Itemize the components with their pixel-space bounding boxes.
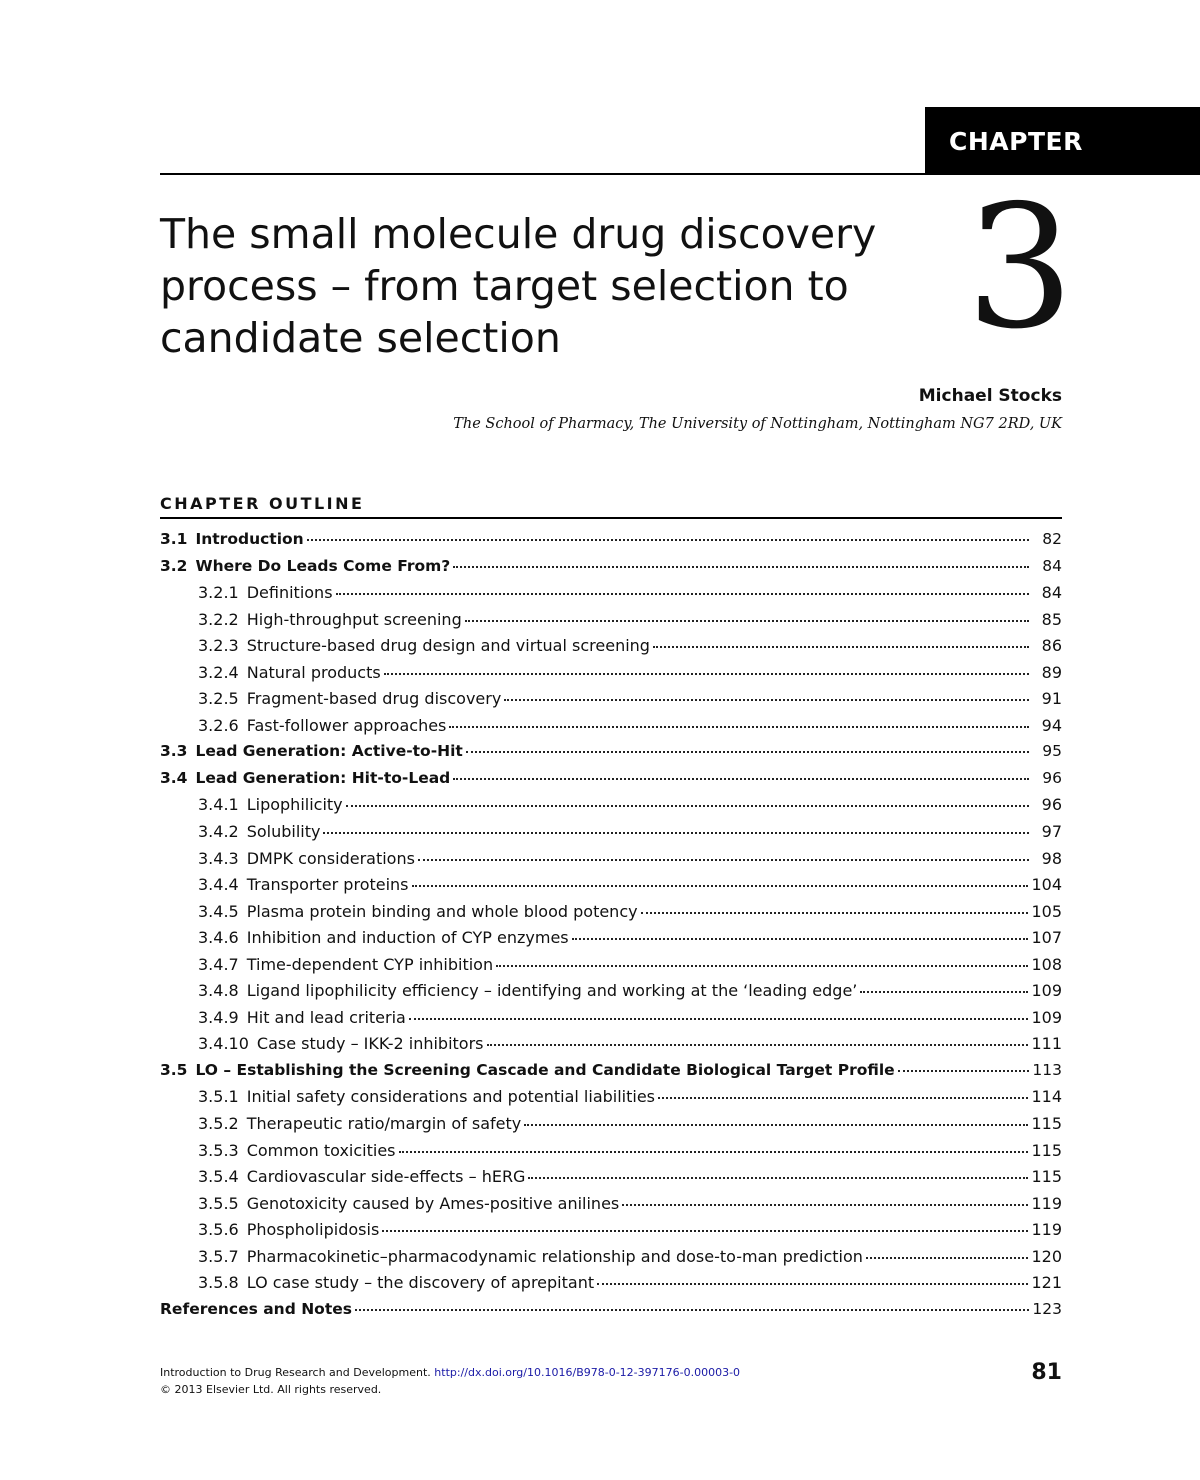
toc-entry-label: Genotoxicity caused by Ames-positive anilines [246,1193,620,1213]
toc-entry-page: 115 [1031,1140,1062,1160]
toc-dot-leader [658,1096,1028,1099]
toc-entry-label: Phospholipidosis [246,1220,380,1240]
toc-dot-leader [528,1176,1028,1179]
toc-entry-number: 3.4.1 [198,795,239,815]
toc-entry-number: 3.5.2 [198,1114,239,1134]
toc-entry-number: 3.2.1 [198,583,239,603]
toc-entry-number: 3.1 [160,530,188,548]
page-number: 81 [1031,1360,1062,1385]
toc-entry-page: 104 [1031,875,1062,895]
toc-entry-label: Cardiovascular side-effects – hERG [246,1167,526,1187]
toc-entry-page: 121 [1031,1273,1062,1293]
toc-dot-leader [860,990,1028,993]
toc-entry-label: High-throughput screening [246,609,462,629]
toc-entry-number: 3.2.3 [198,636,239,656]
toc-entry-label: DMPK considerations [246,848,415,868]
toc-dot-leader [524,1123,1028,1126]
toc-entry-label: Time-dependent CYP inhibition [246,954,494,974]
outline-heading: CHAPTER OUTLINE [160,494,365,513]
outline-rule [160,517,1062,519]
toc-entry[interactable] [160,557,1062,584]
toc-entry-number: 3.2.2 [198,609,239,629]
toc-entry-label: Transporter proteins [246,875,409,895]
toc-entry-page: 123 [1032,1299,1062,1318]
toc-dot-leader [653,645,1029,648]
toc-entry[interactable] [160,1247,1062,1274]
toc-entry[interactable] [160,928,1062,955]
toc-entry-page: 89 [1041,662,1062,682]
toc-entry-label: Structure-based drug design and virtual screening [246,636,650,656]
toc-dot-leader [496,964,1028,967]
toc-entry-page: 96 [1042,768,1062,787]
toc-entry[interactable] [160,716,1062,743]
toc-entry-page: 109 [1031,1007,1062,1027]
toc-entry[interactable] [160,902,1062,929]
toc-entry-number: 3.5 [160,1060,188,1079]
toc-entry[interactable] [160,1034,1062,1061]
toc-entry-label: Therapeutic ratio/margin of safety [246,1114,522,1134]
toc-entry-number: 3.3 [160,742,188,761]
toc-entry-number: 3.5.7 [198,1246,239,1266]
author-name: Michael Stocks [918,386,1062,406]
toc-entry[interactable] [160,742,1062,769]
toc-entry-page: 107 [1031,928,1062,948]
book-title: Introduction to Drug Research and Development. [160,1366,431,1379]
toc-dot-leader [453,777,1029,780]
toc-entry-page: 109 [1031,981,1062,1001]
toc-entry-label: Introduction [195,530,304,548]
toc-entry[interactable] [160,689,1062,716]
toc-entry-number: 3.4.9 [198,1007,239,1027]
toc-dot-leader [898,1069,1029,1072]
toc-dot-leader [572,937,1029,940]
toc-entry-page: 84 [1042,556,1062,575]
toc-entry-page: 96 [1041,795,1062,815]
toc-entry[interactable] [160,981,1062,1008]
toc-entry[interactable] [160,1220,1062,1247]
toc-dot-leader [504,698,1029,701]
toc-dot-leader [622,1203,1028,1206]
toc-dot-leader [399,1150,1029,1153]
toc-dot-leader [597,1282,1028,1285]
toc-dot-leader [323,831,1029,834]
toc-entry[interactable] [160,1087,1062,1114]
toc-entry-page: 115 [1031,1114,1062,1134]
page-footer [160,1360,1062,1406]
toc-entry-number: 3.5.4 [198,1167,239,1187]
header-rule [160,173,926,175]
title-line-2: process – from target selection to [160,262,849,310]
toc-entry-page: 86 [1041,636,1062,656]
toc-dot-leader [449,725,1029,728]
toc-entry[interactable] [160,636,1062,663]
toc-dot-leader [418,858,1029,861]
toc-entry[interactable] [160,955,1062,982]
toc-entry-number: 3.4 [160,768,188,787]
toc-entry-page: 119 [1031,1220,1062,1240]
chapter-label-text: CHAPTER [949,126,1083,156]
toc-dot-leader [355,1308,1029,1311]
toc-entry[interactable] [160,663,1062,690]
toc-entry-label: Pharmacokinetic–pharmacodynamic relationship and dose-to-man prediction [246,1246,863,1266]
toc-entry-number: 3.5.8 [198,1273,239,1293]
toc-entry-number: 3.4.2 [198,822,239,842]
toc-entry-page: 114 [1031,1087,1062,1107]
toc-dot-leader [307,538,1029,541]
toc-entry-number: 3.2.6 [198,715,239,735]
author-affiliation: The School of Pharmacy, The University of Nottingham, Nottingham NG7 2RD, UK [453,416,1062,432]
toc-entry-label: Inhibition and induction of CYP enzymes [246,928,569,948]
toc-entry[interactable] [160,769,1062,796]
toc-entry-number: 3.4.3 [198,848,239,868]
toc-entry-number: 3.2.5 [198,689,239,709]
chapter-number: 3 [965,169,1075,367]
toc-entry[interactable] [160,1167,1062,1194]
toc-entry-number: 3.5.5 [198,1193,239,1213]
toc-entry-page: 91 [1041,689,1062,709]
toc-entry[interactable] [160,875,1062,902]
toc-entry-number: 3.5.1 [198,1087,239,1107]
toc-entry-label: References and Notes [160,1299,352,1318]
toc-entry[interactable] [160,583,1062,610]
toc-entry[interactable] [160,1114,1062,1141]
toc-entry[interactable] [160,795,1062,822]
chapter-title [160,208,940,364]
toc-dot-leader [412,884,1029,887]
toc-entry-number: 3.4.8 [198,981,239,1001]
toc-entry-page: 98 [1041,848,1062,868]
toc-entry-label: Case study – IKK-2 inhibitors [256,1034,484,1054]
toc-entry-number: 3.4.6 [198,928,239,948]
title-line-3: candidate selection [160,314,561,362]
toc-entry-label: Lead Generation: Hit-to-Lead [195,768,451,787]
toc-entry-label: Hit and lead criteria [246,1007,406,1027]
toc-entry[interactable] [160,1194,1062,1221]
toc-entry[interactable] [160,849,1062,876]
toc-entry-page: 94 [1041,715,1062,735]
toc-entry-page: 97 [1041,822,1062,842]
toc-entry[interactable] [160,1061,1062,1088]
toc-entry[interactable] [160,610,1062,637]
toc-entry-page: 119 [1031,1193,1062,1213]
book-citation [160,1366,740,1379]
toc-entry-page: 85 [1041,609,1062,629]
toc-entry-number: 3.2 [160,556,188,575]
toc-entry-label: Initial safety considerations and potential liabilities [246,1087,656,1107]
toc-dot-leader [336,592,1029,595]
toc-entry-number: 3.2.4 [198,662,239,682]
toc-entry-label: Fast-follower approaches [246,715,447,735]
toc-entry-label: Where Do Leads Come From? [195,556,451,575]
toc-entry-label: Definitions [246,583,333,603]
toc-entry-page: 95 [1042,742,1062,761]
toc-dot-leader [487,1043,1029,1046]
toc-entry-page: 84 [1041,583,1062,603]
toc-dot-leader [382,1229,1028,1232]
table-of-contents [160,530,1062,1326]
toc-entry-number: 3.4.10 [198,1034,249,1054]
toc-entry-label: LO case study – the discovery of aprepitant [246,1273,595,1293]
toc-entry-number: 3.5.3 [198,1140,239,1160]
toc-entry-label: Common toxicities [246,1140,396,1160]
copyright-notice: © 2013 Elsevier Ltd. All rights reserved. [160,1383,382,1396]
toc-entry-label: Lead Generation: Active-to-Hit [195,742,463,761]
toc-entry-page: 120 [1031,1246,1062,1266]
toc-entry-number: 3.5.6 [198,1220,239,1240]
toc-entry-label: Ligand lipophilicity efficiency – identifying and working at the ‘leading edge’ [246,981,858,1001]
toc-dot-leader [641,911,1029,914]
toc-entry[interactable] [160,1141,1062,1168]
toc-entry-number: 3.4.5 [198,901,239,921]
toc-dot-leader [465,619,1029,622]
toc-dot-leader [409,1017,1029,1020]
chapter-label [925,107,1200,175]
toc-entry-label: Solubility [246,822,321,842]
toc-entry[interactable] [160,1300,1062,1327]
toc-dot-leader [866,1256,1029,1259]
toc-entry-label: Natural products [246,662,381,682]
toc-entry[interactable] [160,1273,1062,1300]
toc-entry-page: 82 [1042,530,1062,548]
toc-entry-label: LO – Establishing the Screening Cascade and Candidate Biological Target Profile [195,1060,895,1079]
toc-dot-leader [466,750,1029,753]
toc-entry[interactable] [160,822,1062,849]
toc-entry-label: Plasma protein binding and whole blood potency [246,901,638,921]
toc-entry-page: 113 [1032,1060,1062,1079]
toc-entry-page: 105 [1031,901,1062,921]
doi-link[interactable]: http://dx.doi.org/10.1016/B978-0-12-397176-0.00003-0 [434,1366,741,1379]
toc-dot-leader [453,565,1029,568]
toc-dot-leader [346,804,1029,807]
toc-entry-label: Fragment-based drug discovery [246,689,502,709]
toc-entry-number: 3.4.7 [198,954,239,974]
toc-entry-page: 111 [1031,1034,1062,1054]
toc-entry-page: 115 [1031,1167,1062,1187]
toc-dot-leader [384,672,1029,675]
toc-entry-number: 3.4.4 [198,875,239,895]
title-line-1: The small molecule drug discovery [160,210,877,258]
toc-entry-label: Lipophilicity [246,795,343,815]
toc-entry[interactable] [160,530,1062,557]
toc-entry-page: 108 [1031,954,1062,974]
toc-entry[interactable] [160,1008,1062,1035]
